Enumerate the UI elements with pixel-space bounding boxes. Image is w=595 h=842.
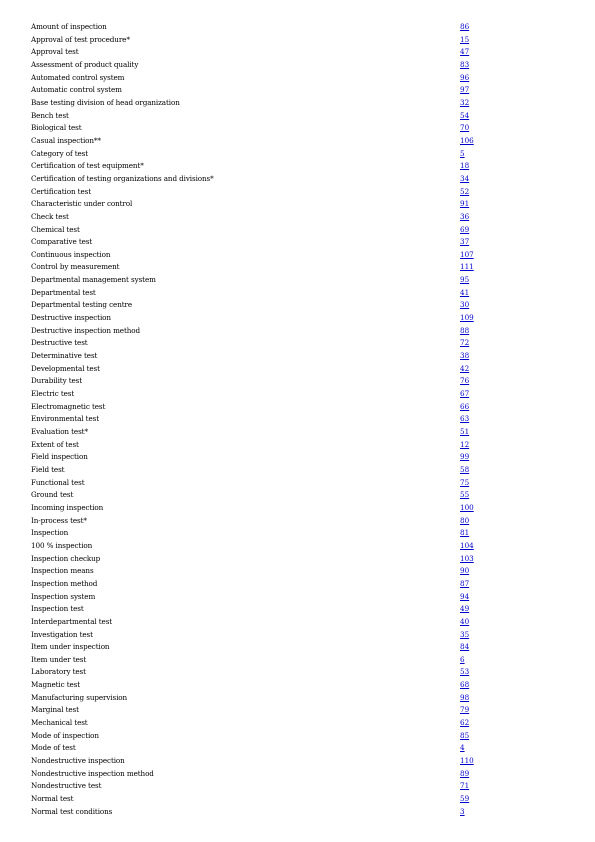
index-row <box>31 755 481 768</box>
index-row <box>31 299 481 312</box>
page-number-link[interactable]: 85 <box>460 730 470 740</box>
index-row <box>31 97 481 110</box>
index-term: Biological test <box>31 123 82 133</box>
index-row <box>31 46 481 59</box>
page-number-link[interactable]: 80 <box>460 515 470 525</box>
index-term: Ground test <box>31 490 74 500</box>
page-number-link[interactable]: 42 <box>460 363 470 373</box>
page-number-link[interactable]: 63 <box>460 414 470 424</box>
index-row <box>31 603 481 616</box>
index-row <box>31 515 481 528</box>
page-number-link[interactable]: 52 <box>460 186 470 196</box>
index-row <box>31 274 481 287</box>
index-row <box>31 704 481 717</box>
index-term: Durability test <box>31 376 83 386</box>
index-row <box>31 426 481 439</box>
page-number-link[interactable]: 96 <box>460 72 470 82</box>
page-number-link[interactable]: 40 <box>460 616 470 626</box>
index-term: 100 % inspection <box>31 540 93 550</box>
index-term: Evaluation test* <box>31 427 88 436</box>
index-term: Functional test <box>31 477 85 487</box>
index-row <box>31 211 481 224</box>
index-row <box>31 565 481 578</box>
index-row <box>31 641 481 654</box>
index-row <box>31 261 481 274</box>
page-number-link[interactable]: 3 <box>460 806 465 816</box>
index-term: Inspection system <box>31 591 96 601</box>
page-number-link[interactable]: 36 <box>460 211 470 221</box>
page-number-link[interactable]: 54 <box>460 110 470 120</box>
page-number-link[interactable]: 110 <box>460 756 474 766</box>
page-number-link[interactable]: 12 <box>460 439 470 449</box>
index-row <box>31 249 481 262</box>
page-number-link[interactable]: 49 <box>460 604 470 614</box>
page-number-link[interactable]: 32 <box>460 97 470 107</box>
index-term: Nondestructive test <box>31 781 102 791</box>
index-row <box>31 451 481 464</box>
page-number-link[interactable]: 69 <box>460 224 470 234</box>
index-term: Marginal test <box>31 705 79 715</box>
index-row <box>31 350 481 363</box>
index-term: Developmental test <box>31 363 100 373</box>
index-term: Inspection means <box>31 566 94 576</box>
index-row <box>31 34 481 47</box>
index-term: Automated control system <box>31 72 125 82</box>
index-row <box>31 666 481 679</box>
index-row <box>31 148 481 161</box>
page-number-link[interactable]: 58 <box>460 464 470 474</box>
index-row <box>31 591 481 604</box>
index-row <box>31 780 481 793</box>
page-number-link[interactable]: 70 <box>460 123 470 133</box>
page-number-link[interactable]: 86 <box>460 22 470 31</box>
index-row <box>31 553 481 566</box>
index-row <box>31 692 481 705</box>
index-term: Interdepartmental test <box>31 616 113 626</box>
index-row <box>31 806 481 819</box>
index-term: Comparative test <box>31 237 93 247</box>
index-row <box>31 540 481 553</box>
index-term: Incoming inspection <box>31 502 104 512</box>
index-row <box>31 160 481 173</box>
index-term: Determinative test <box>31 351 98 361</box>
index-row <box>31 413 481 426</box>
page-number-link[interactable]: 18 <box>460 161 470 171</box>
index-row <box>31 388 481 401</box>
page-number-link[interactable]: 103 <box>460 553 474 563</box>
index-row <box>31 59 481 72</box>
index-term: Characteristic under control <box>31 199 133 209</box>
index-term: Chemical test <box>31 224 80 234</box>
index-term: Mode of test <box>31 743 76 753</box>
index-term: Laboratory test <box>31 667 86 677</box>
page-number-link[interactable]: 35 <box>460 629 470 639</box>
page-number-link[interactable]: 91 <box>460 199 470 209</box>
index-row <box>31 173 481 186</box>
index-row <box>31 363 481 376</box>
index-row <box>31 110 481 123</box>
page-number-link[interactable]: 76 <box>460 376 470 386</box>
page-number-link[interactable]: 87 <box>460 578 470 588</box>
index-term: Electric test <box>31 389 75 399</box>
index-term: Destructive inspection <box>31 313 111 323</box>
page-number-link[interactable]: 55 <box>460 490 470 500</box>
page-number-link[interactable]: 71 <box>460 781 470 791</box>
index-row <box>31 477 481 490</box>
page-number-link[interactable]: 6 <box>460 654 465 664</box>
index-term: Mechanical test <box>31 718 88 728</box>
index-row <box>31 629 481 642</box>
index-row <box>31 325 481 338</box>
index-term: Item under inspection <box>31 642 110 652</box>
index-row <box>31 122 481 135</box>
index-row <box>31 464 481 477</box>
page-number-link[interactable]: 41 <box>460 287 470 297</box>
term-index <box>31 21 481 818</box>
index-row <box>31 793 481 806</box>
index-row <box>31 72 481 85</box>
index-term: In-process test* <box>31 515 87 525</box>
page-number-link[interactable]: 104 <box>460 540 474 550</box>
index-term: Field test <box>31 464 65 474</box>
page-number-link[interactable]: 98 <box>460 692 470 702</box>
index-row <box>31 439 481 452</box>
index-term: Inspection checkup <box>31 553 101 563</box>
index-row <box>31 717 481 730</box>
index-term: Mode of inspection <box>31 730 99 740</box>
page-number-link[interactable]: 106 <box>460 135 474 145</box>
index-term: Electromagnetic test <box>31 401 106 411</box>
index-term: Destructive test <box>31 338 88 348</box>
index-term: Approval of test procedure* <box>31 34 130 44</box>
page-number-link[interactable]: 100 <box>460 502 474 512</box>
page-number-link[interactable]: 111 <box>460 262 474 272</box>
index-row <box>31 21 481 34</box>
page-number-link[interactable]: 89 <box>460 768 470 778</box>
index-term: Field inspection <box>31 452 88 462</box>
index-row <box>31 287 481 300</box>
index-row <box>31 186 481 199</box>
page-number-link[interactable]: 107 <box>460 249 474 259</box>
index-row <box>31 527 481 540</box>
index-term: Certification of testing organizations and divisions* <box>31 173 214 183</box>
index-term: Check test <box>31 211 69 221</box>
page-number-link[interactable]: 66 <box>460 401 470 411</box>
index-row <box>31 198 481 211</box>
page-number-link[interactable]: 37 <box>460 237 470 247</box>
index-term: Normal test conditions <box>31 806 113 816</box>
index-row <box>31 135 481 148</box>
index-term: Environmental test <box>31 414 100 424</box>
page-number-link[interactable]: 38 <box>460 351 470 361</box>
index-term: Approval test <box>31 47 79 57</box>
page-number-link[interactable]: 15 <box>460 34 470 44</box>
page-number-link[interactable]: 84 <box>460 642 470 652</box>
page-number-link[interactable]: 5 <box>460 148 465 158</box>
index-term: Control by measurement <box>31 262 120 272</box>
index-row <box>31 236 481 249</box>
index-term: Departmental management system <box>31 275 156 285</box>
index-term: Automatic control system <box>31 85 122 95</box>
index-row <box>31 578 481 591</box>
index-term: Extent of test <box>31 439 79 449</box>
index-term: Normal test <box>31 794 74 804</box>
page-number-link[interactable]: 81 <box>460 528 470 538</box>
page-number-link[interactable]: 88 <box>460 325 470 335</box>
page-number-link[interactable]: 90 <box>460 566 470 576</box>
page-number-link[interactable]: 53 <box>460 667 470 677</box>
index-term: Investigation test <box>31 629 93 639</box>
page-number-link[interactable]: 83 <box>460 59 470 69</box>
page-number-link[interactable]: 34 <box>460 173 470 183</box>
page-number-link[interactable]: 47 <box>460 47 470 57</box>
page-number-link[interactable]: 79 <box>460 705 470 715</box>
index-row <box>31 401 481 414</box>
index-row <box>31 312 481 325</box>
index-term: Inspection method <box>31 578 98 588</box>
index-row <box>31 489 481 502</box>
page-number-link[interactable]: 62 <box>460 718 470 728</box>
index-term: Certification of test equipment* <box>31 161 144 171</box>
page-number-link[interactable]: 59 <box>460 794 470 804</box>
index-term: Nondestructive inspection <box>31 756 125 766</box>
page-number-link[interactable]: 4 <box>460 743 465 753</box>
page-number-link[interactable]: 109 <box>460 313 474 323</box>
index-term: Magnetic test <box>31 680 81 690</box>
page-number-link[interactable]: 51 <box>460 427 470 436</box>
index-term: Bench test <box>31 110 69 120</box>
index-term: Departmental test <box>31 287 96 297</box>
index-term: Amount of inspection <box>31 22 107 31</box>
page-number-link[interactable]: 94 <box>460 591 470 601</box>
index-row <box>31 654 481 667</box>
index-term: Nondestructive inspection method <box>31 768 154 778</box>
index-term: Departmental testing centre <box>31 300 132 310</box>
index-row <box>31 679 481 692</box>
index-row <box>31 742 481 755</box>
page-number-link[interactable]: 97 <box>460 85 470 95</box>
index-term: Assessment of product quality <box>31 59 139 69</box>
index-term: Inspection <box>31 528 69 538</box>
index-term: Destructive inspection method <box>31 325 141 335</box>
index-term: Inspection test <box>31 604 84 614</box>
index-term: Continuous inspection <box>31 249 111 259</box>
page-number-link[interactable]: 95 <box>460 275 470 285</box>
index-row <box>31 337 481 350</box>
index-row <box>31 375 481 388</box>
index-term: Category of test <box>31 148 89 158</box>
index-term: Certification test <box>31 186 91 196</box>
index-term: Base testing division of head organization <box>31 97 180 107</box>
index-row <box>31 224 481 237</box>
index-term: Casual inspection** <box>31 135 101 145</box>
index-row <box>31 730 481 743</box>
page-number-link[interactable]: 67 <box>460 389 470 399</box>
page-number-link[interactable]: 68 <box>460 680 470 690</box>
page-number-link[interactable]: 72 <box>460 338 470 348</box>
index-row <box>31 616 481 629</box>
index-row <box>31 768 481 781</box>
index-term: Manufacturing supervision <box>31 692 128 702</box>
page-number-link[interactable]: 30 <box>460 300 470 310</box>
index-term: Item under test <box>31 654 87 664</box>
page-number-link[interactable]: 99 <box>460 452 470 462</box>
page-number-link[interactable]: 75 <box>460 477 470 487</box>
index-row <box>31 84 481 97</box>
index-row <box>31 502 481 515</box>
